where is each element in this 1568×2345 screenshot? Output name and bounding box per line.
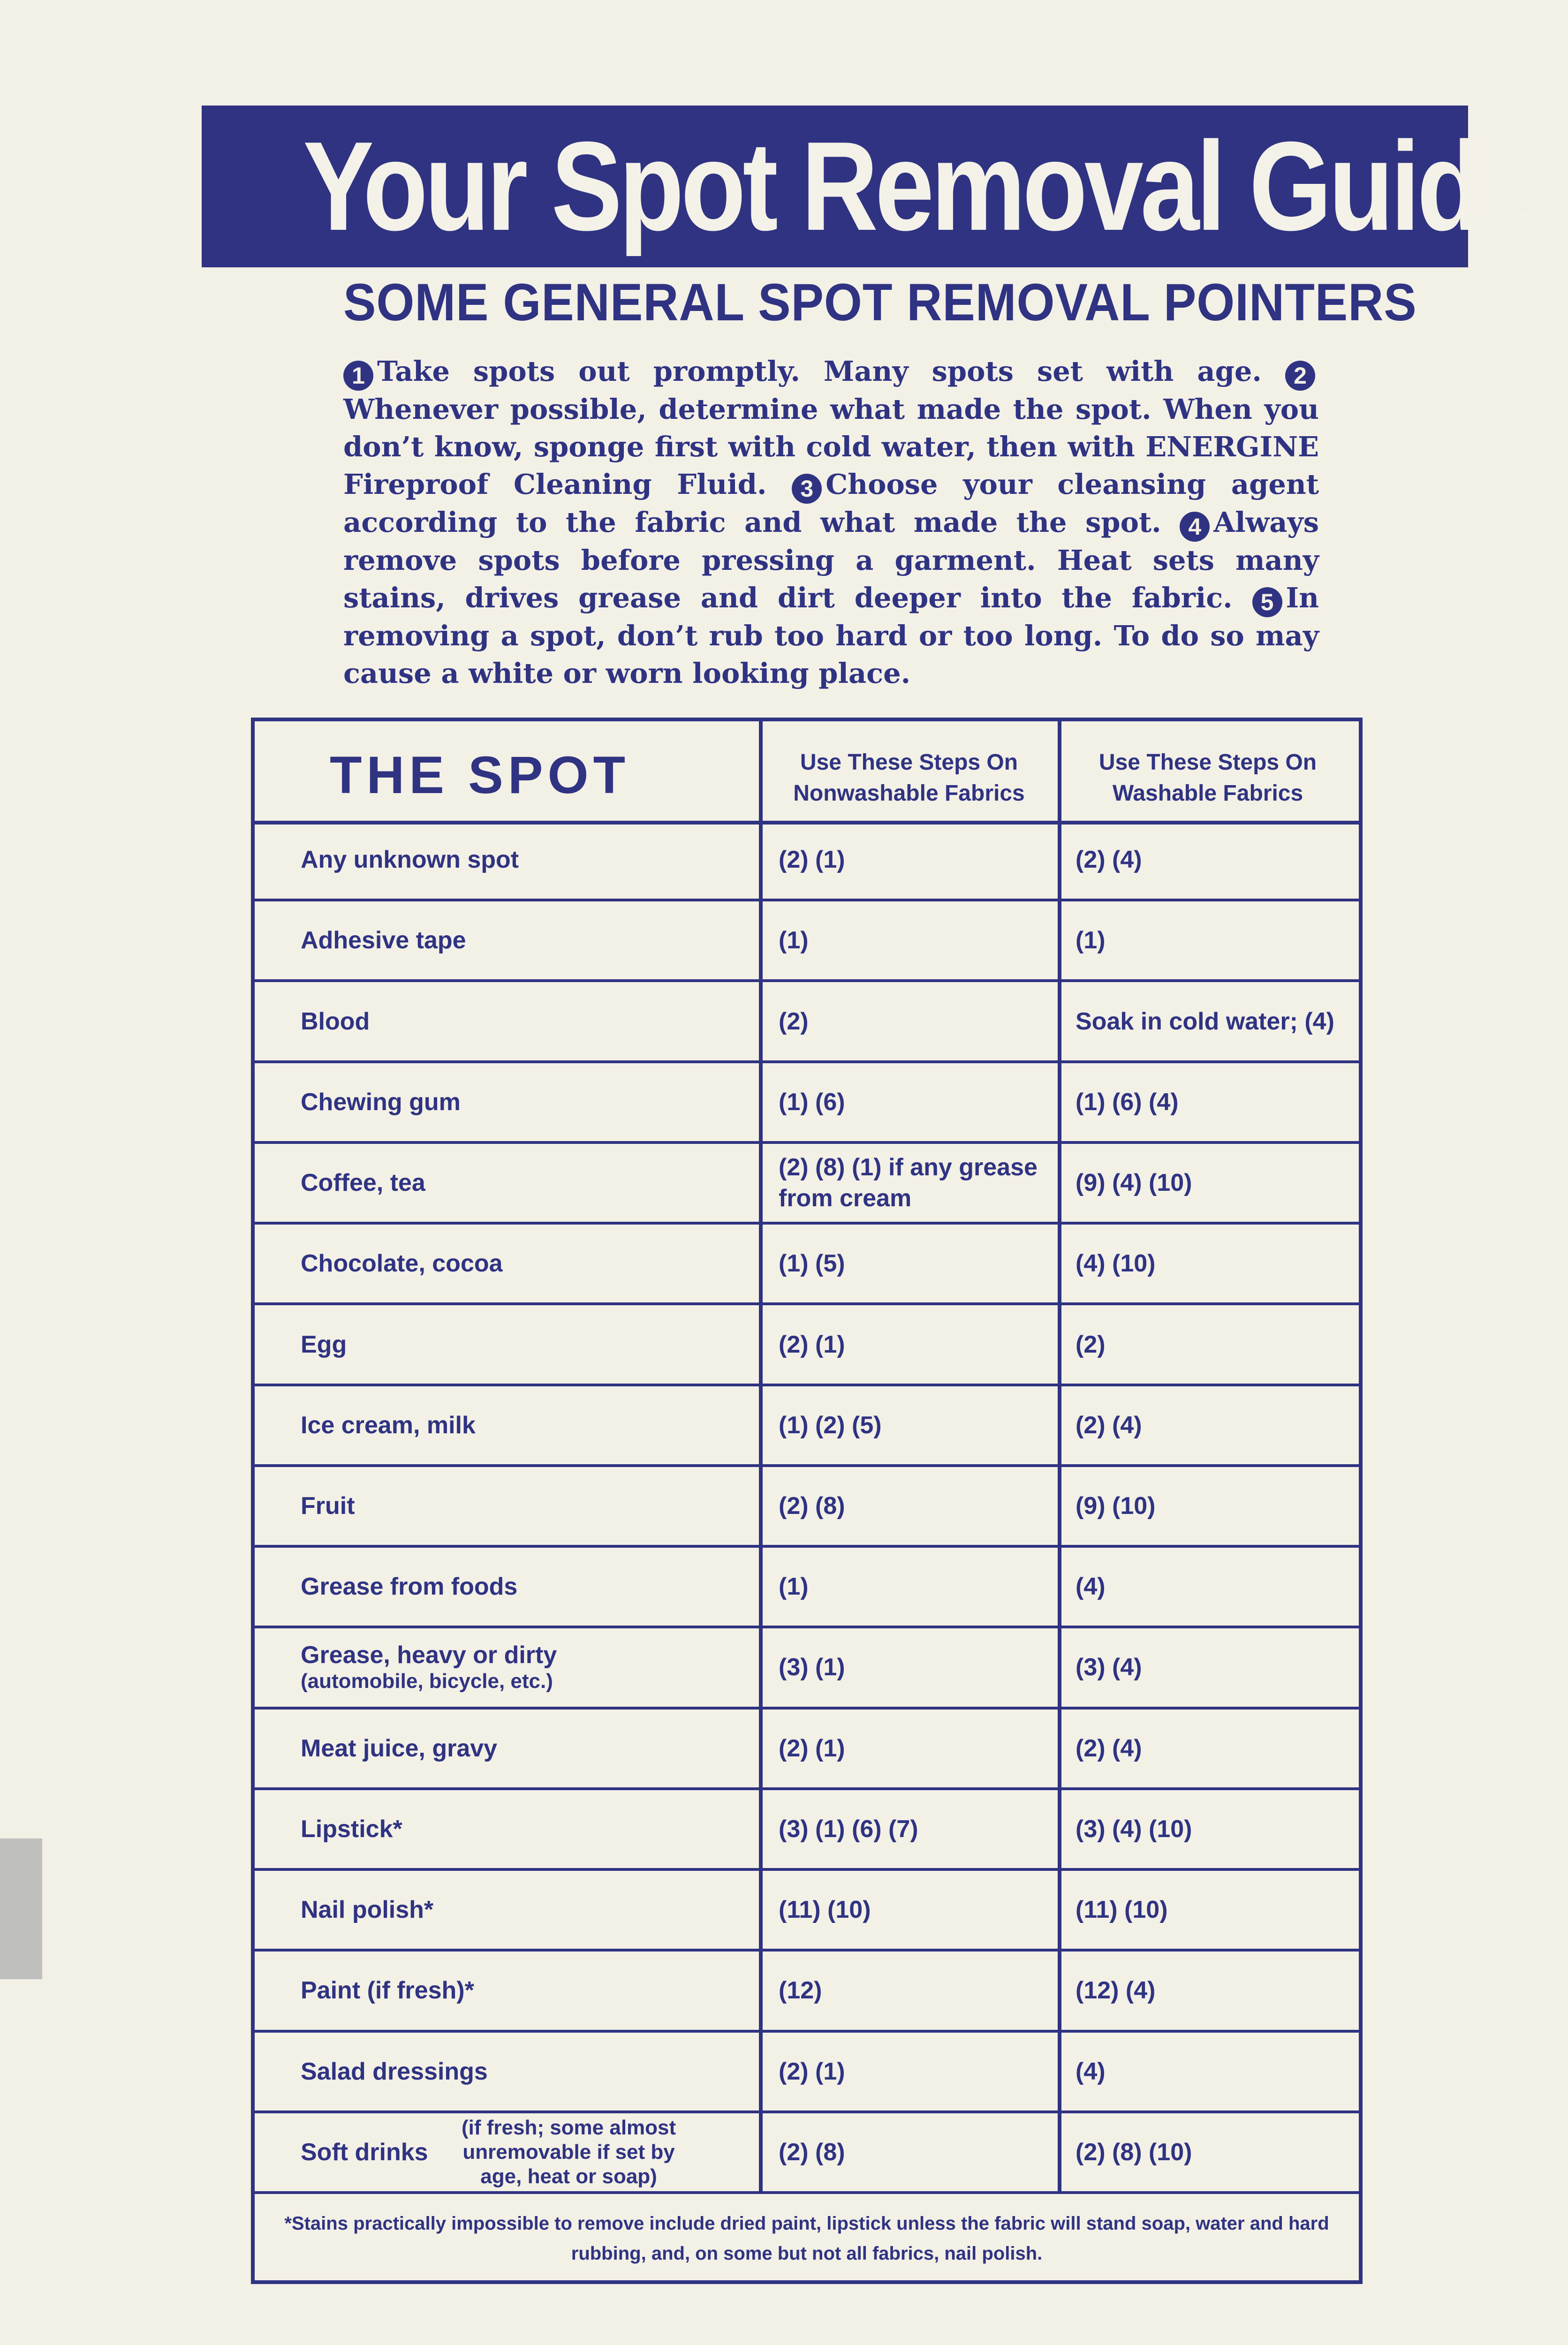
washable-steps: (2) (4) <box>1076 1411 1142 1439</box>
nonwashable-column-header: Use These Steps On Nonwashable Fabrics <box>793 750 1025 806</box>
pointer-text-2: Whenever possible, determine what made the spot. When you don’t know, sponge first with cold water, then with ENERGINE Fireproof Cleaning Fluid. <box>343 393 1319 500</box>
nonwashable-steps: (2) (8) <box>779 1492 845 1520</box>
washable-steps: (3) (4) (10) <box>1076 1815 1192 1843</box>
spot-name <box>301 1063 742 1141</box>
spot-label: Egg <box>301 1331 347 1358</box>
spot-label: Fruit <box>301 1492 355 1520</box>
washable-steps: (3) (4) <box>1076 1654 1142 1681</box>
table-row <box>255 1144 1359 1225</box>
nonwashable-steps: (2) (1) <box>779 1331 845 1358</box>
washable-steps: (2) (4) <box>1076 1734 1142 1762</box>
pointer-number-5: 5 <box>1252 587 1282 617</box>
spot-table <box>251 718 1363 2284</box>
spot-label: Paint (if fresh)* <box>301 1977 474 2005</box>
spot-label: Blood <box>301 1007 370 1035</box>
table-header <box>255 721 1359 825</box>
nonwashable-steps: (11) (10) <box>779 1896 871 1924</box>
pointer-text-4: Always remove spots before pressing a garment. Heat sets many stains, drives grease and dirt deeper into the fabric. <box>343 506 1319 614</box>
table-row <box>255 1225 1359 1305</box>
pointer-number-2: 2 <box>1285 361 1315 391</box>
nonwashable-steps: (1) (6) <box>779 1088 845 1116</box>
table-title: THE SPOT <box>330 746 630 804</box>
table-row <box>255 1548 1359 1628</box>
table-row <box>255 982 1359 1063</box>
table-row <box>255 1710 1359 1790</box>
title-banner <box>202 106 1535 267</box>
washable-steps: (2) <box>1076 1331 1106 1358</box>
page-title: Your Spot Removal Guide <box>303 116 1535 257</box>
nonwashable-steps: (12) <box>779 1977 822 2005</box>
spot-name <box>301 1952 742 2029</box>
table-footnote: *Stains practically impossible to remove include dried paint, lipstick unless the fabric will stand soap, water and hard rubbing, and, on some but not all fabrics, nail polish. <box>284 2213 1329 2264</box>
table-row <box>255 1063 1359 1144</box>
table-row <box>255 901 1359 982</box>
washable-steps: (1) (6) (4) <box>1076 1088 1179 1116</box>
spot-name <box>301 1628 742 1706</box>
spot-name <box>301 982 742 1060</box>
spot-label: Grease, heavy or dirty <box>301 1642 557 1669</box>
table-row <box>255 1628 1359 1709</box>
table-row <box>255 821 1359 901</box>
spot-name <box>301 2113 742 2191</box>
nonwashable-steps: (2) (1) <box>779 846 845 874</box>
spot-name <box>301 1548 742 1626</box>
nonwashable-steps: (2) (8) (1) if any grease from cream <box>779 1154 1038 1212</box>
table-row <box>255 2033 1359 2113</box>
nonwashable-steps: (2) (1) <box>779 1734 845 1762</box>
pointer-text-1: Take spots out promptly. Many spots set with age. <box>377 355 1262 387</box>
pointer-text-5: In removing a spot, don’t rub too hard or too long. To do so may cause a white or worn looking place. <box>343 582 1319 689</box>
washable-steps: (9) (10) <box>1076 1492 1156 1520</box>
nonwashable-steps: (3) (1) (6) (7) <box>779 1815 918 1843</box>
spot-label: Chewing gum <box>301 1088 461 1116</box>
binding-mark <box>0 1838 42 1979</box>
nonwashable-steps: (1) (5) <box>779 1250 845 1278</box>
spot-name <box>301 1305 742 1383</box>
table-row <box>255 1386 1359 1467</box>
washable-steps: (12) (4) <box>1076 1977 1156 2005</box>
washable-steps: (9) (4) (10) <box>1076 1169 1192 1197</box>
nonwashable-steps: (2) (1) <box>779 2058 845 2085</box>
spot-name <box>301 1871 742 1949</box>
spot-name <box>301 901 742 979</box>
nonwashable-steps: (1) <box>779 927 809 954</box>
spot-label: Soft drinks <box>301 2138 428 2166</box>
washable-steps: (4) <box>1076 1573 1106 1601</box>
table-row <box>255 2113 1359 2194</box>
pointer-number-1: 1 <box>343 361 373 391</box>
table-row <box>255 1305 1359 1386</box>
washable-steps: (2) (8) (10) <box>1076 2138 1192 2166</box>
spot-label: Adhesive tape <box>301 927 466 954</box>
nonwashable-steps: (3) (1) <box>779 1654 845 1681</box>
nonwashable-steps: (2) <box>779 1007 809 1035</box>
nonwashable-steps: (2) (8) <box>779 2138 845 2166</box>
washable-steps: (11) (10) <box>1076 1896 1168 1924</box>
pointers-paragraph <box>343 353 1319 692</box>
spot-name <box>301 1467 742 1545</box>
spot-label: Salad dressings <box>301 2058 488 2085</box>
spot-label: Meat juice, gravy <box>301 1734 498 1762</box>
pointer-number-4: 4 <box>1180 512 1210 542</box>
spot-note: (if fresh; some almost unremovable if set by age, heat or soap) <box>461 2116 676 2188</box>
spot-name <box>301 821 742 899</box>
spot-name <box>301 1710 742 1787</box>
spot-label: Ice cream, milk <box>301 1411 476 1439</box>
pointer-text-3: Choose your cleansing agent according to the fabric and what made the spot. <box>343 468 1319 538</box>
spot-label: Grease from foods <box>301 1573 518 1601</box>
table-row <box>255 1952 1359 2032</box>
spot-label: Any unknown spot <box>301 846 519 874</box>
table-row <box>255 1871 1359 1952</box>
nonwashable-steps: (1) <box>779 1573 809 1601</box>
pointer-number-3: 3 <box>792 474 822 504</box>
spot-name <box>301 1144 742 1222</box>
spot-label: Chocolate, cocoa <box>301 1250 503 1278</box>
spot-name <box>301 2033 742 2110</box>
washable-steps: (4) (10) <box>1076 1250 1156 1278</box>
pointers-heading: SOME GENERAL SPOT REMOVAL POINTERS <box>343 273 1417 332</box>
table-row <box>255 1467 1359 1548</box>
table-row <box>255 1790 1359 1871</box>
spot-note: (automobile, bicycle, etc.) <box>301 1670 553 1693</box>
spot-name <box>301 1790 742 1868</box>
spot-label: Lipstick* <box>301 1815 402 1843</box>
spot-name <box>301 1386 742 1464</box>
washable-column-header: Use These Steps On Washable Fabrics <box>1098 750 1317 806</box>
spot-label: Nail polish* <box>301 1896 434 1924</box>
washable-steps: Soak in cold water; (4) <box>1076 1007 1334 1035</box>
washable-steps: (4) <box>1076 2058 1106 2085</box>
washable-steps: (1) <box>1076 927 1106 954</box>
spot-label: Coffee, tea <box>301 1169 425 1197</box>
washable-steps: (2) (4) <box>1076 846 1142 874</box>
spot-name <box>301 1225 742 1302</box>
nonwashable-steps: (1) (2) (5) <box>779 1411 882 1439</box>
